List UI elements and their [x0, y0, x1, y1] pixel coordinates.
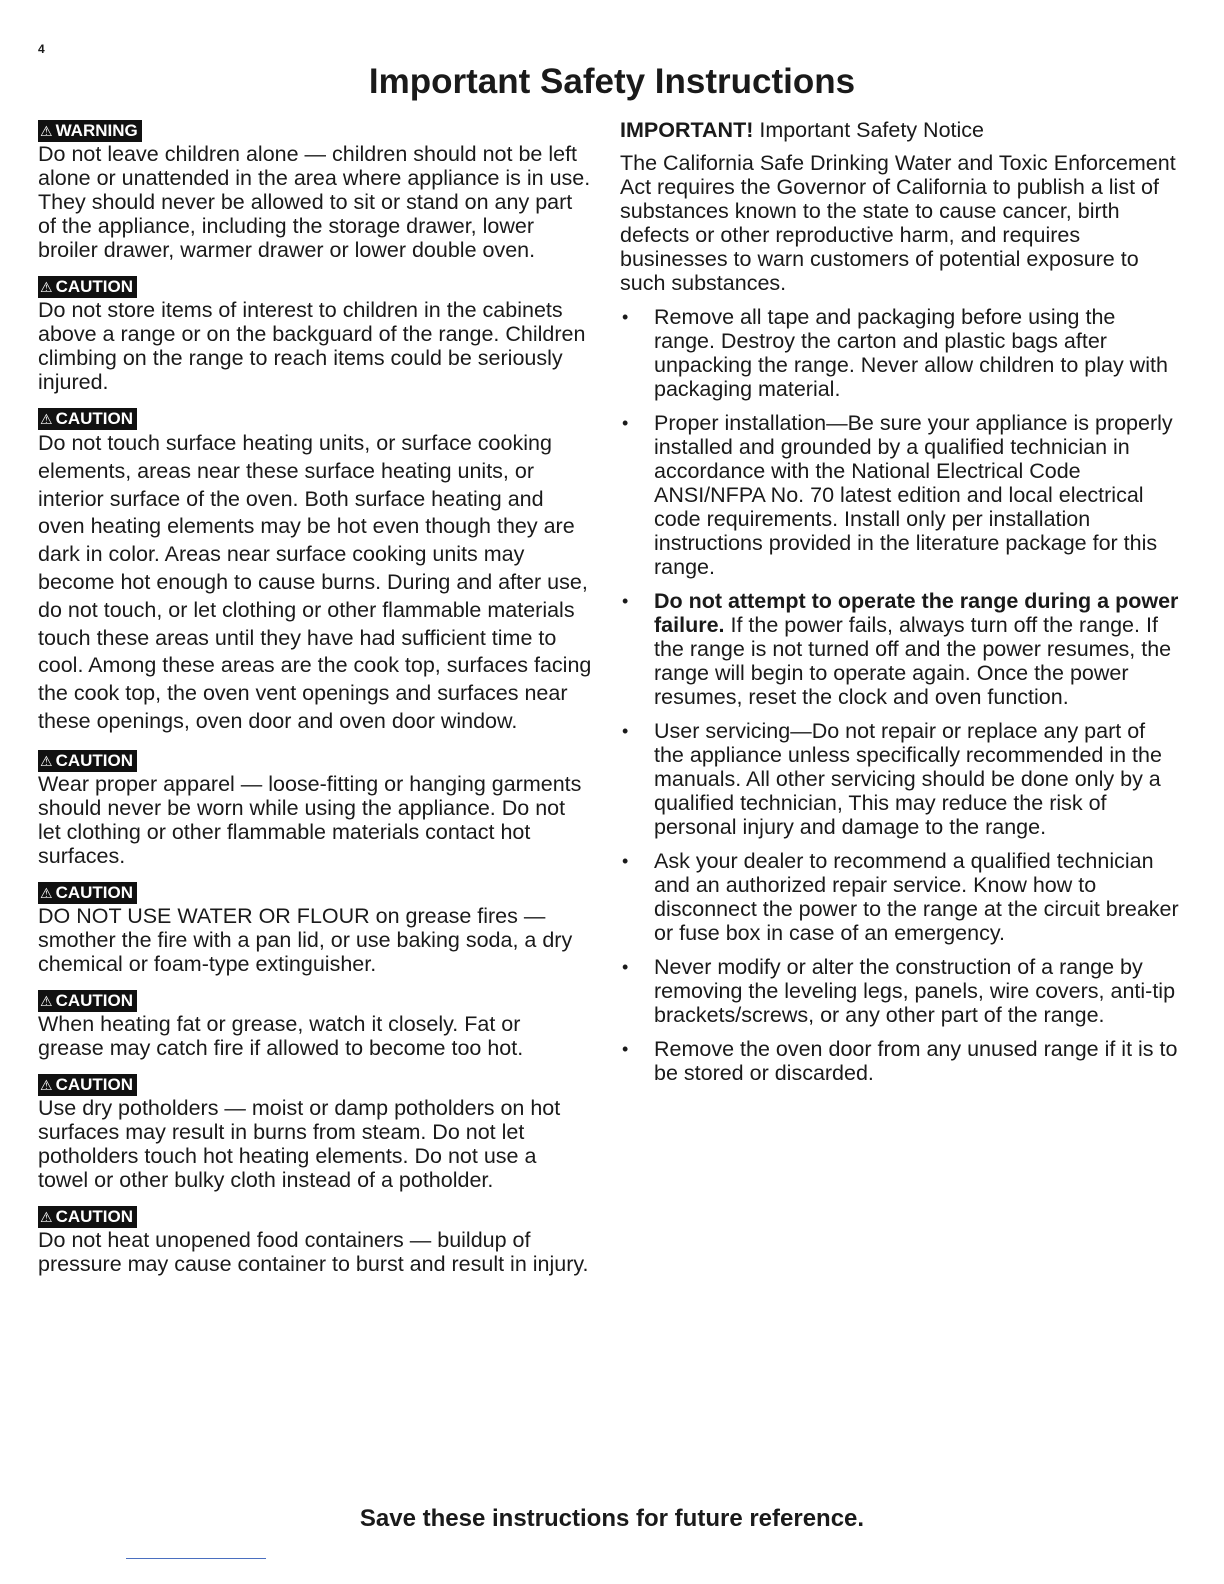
badge-label: CAUTION [55, 1206, 134, 1226]
safety-bullet-list [620, 305, 1180, 1085]
caution-badge [38, 408, 137, 430]
caution-notice [38, 882, 592, 976]
notice-text: Wear proper apparel — loose-fitting or hanging garments should never be worn while using the appliance. Do not let clothing or other flammable materials contact hot surfaces. [38, 771, 582, 868]
page-title: Important Safety Instructions [368, 62, 856, 101]
bullet-icon: • [622, 413, 629, 433]
caution-badge [38, 1206, 137, 1228]
caution-badge [38, 276, 137, 298]
notice-text: Do not leave children alone — children should not be left alone or unattended in the area where appliance is in use. They should never be allowed to sit or stand on any part of the appliance, including the storage drawer, lower broiler drawer, warmer drawer or lower double oven. [38, 142, 591, 262]
warning-triangle-icon: ⚠ [40, 884, 53, 901]
important-subtitle: Important Safety Notice [759, 118, 985, 142]
bullet-icon: • [622, 721, 629, 741]
bullet-icon: • [622, 957, 629, 977]
bullet-text: Remove the oven door from any unused range if it is to be stored or discarded. [654, 1037, 1178, 1085]
badge-label: CAUTION [55, 750, 134, 770]
warning-triangle-icon: ⚠ [40, 992, 53, 1009]
warning-triangle-icon: ⚠ [40, 1208, 53, 1225]
warning-triangle-icon: ⚠ [40, 123, 53, 139]
caution-badge [38, 990, 137, 1012]
caution-notice [38, 408, 592, 736]
bullet-icon: • [622, 307, 629, 327]
badge-label: CAUTION [55, 882, 134, 902]
notice-text: When heating fat or grease, watch it closely. Fat or grease may catch fire if allowed to become too hot. [38, 1011, 524, 1060]
caution-notice [38, 990, 592, 1060]
bullet-text: User servicing—Do not repair or replace any part of the appliance unless specifically recommended in the manuals. All other servicing should be done only by a qualified technician, This may reduce the risk of personal injury and damage to the range. [654, 719, 1162, 839]
badge-label: WARNING [55, 121, 138, 140]
notice-text: Do not touch surface heating units, or surface cooking elements, areas near these surface heating units, or interior surface of the oven. Both surface heating and oven heating elements may be hot even though they are dark in color. Areas near surface cooking units may become hot enough to cause burns. During and after use, do not touch, or let clothing or other flammable materials touch these areas until they have had sufficient time to cool. Among these areas are the cook top, surfaces facing the cook top, the oven vent openings and surfaces near these openings, oven door and oven door window. [38, 431, 592, 733]
caution-notice [38, 1074, 592, 1192]
warning-triangle-icon: ⚠ [40, 1076, 53, 1093]
list-item [620, 305, 1180, 401]
left-column [38, 120, 592, 1290]
notice-text: Do not store items of interest to children in the cabinets above a range or on the backguard of the range. Children climbing on the range to reach items could be seriously injured. [38, 298, 586, 394]
badge-label: CAUTION [55, 1074, 134, 1094]
list-item [620, 1037, 1180, 1085]
bullet-icon: • [622, 591, 629, 611]
list-item [620, 719, 1180, 839]
list-item [620, 411, 1180, 579]
caution-badge [38, 882, 137, 904]
bullet-text: Remove all tape and packaging before using the range. Destroy the carton and plastic bags after unpacking the range. Never allow children to play with packaging material. [654, 305, 1168, 401]
prop65-intro: The California Safe Drinking Water and Toxic Enforcement Act requires the Governor of California to publish a list of substances known to the state to cause cancer, birth defects or other reproductive harm, and requires businesses to warn customers of potential exposure to such substances. [620, 151, 1176, 295]
list-item [620, 955, 1180, 1027]
notice-text: DO NOT USE WATER OR FLOUR on grease fires — smother the fire with a pan lid, or use baking soda, a dry chemical or foam-type extinguisher. [38, 903, 573, 976]
page-number: 4 [38, 42, 45, 56]
warning-notice [38, 120, 592, 262]
footer-divider [126, 1558, 266, 1559]
warning-triangle-icon: ⚠ [40, 752, 53, 769]
right-column [620, 118, 1180, 1095]
important-heading [620, 118, 1180, 142]
notice-text: Do not heat unopened food containers — buildup of pressure may cause container to burst and result in injury. [38, 1227, 589, 1276]
warning-badge [38, 120, 142, 142]
badge-label: CAUTION [55, 409, 134, 428]
bullet-icon: • [622, 1039, 629, 1059]
caution-badge [38, 750, 137, 772]
bullet-text: Never modify or alter the construction of a range by removing the leveling legs, panels, wire covers, anti-tip brackets/screws, or any other part of the range. [654, 955, 1176, 1027]
warning-triangle-icon: ⚠ [40, 411, 53, 427]
list-item [620, 589, 1180, 709]
footer-note: Save these instructions for future reference. [359, 1505, 865, 1532]
bullet-text: Ask your dealer to recommend a qualified technician and an authorized repair service. Know how to disconnect the power to the range at the circuit breaker or fuse box in case of an emergency. [654, 849, 1179, 945]
caution-badge [38, 1074, 137, 1096]
bullet-text: If the power fails, always turn off the range. If the range is not turned off and the power resumes, the range will begin to operate again. Once the power resumes, reset the clock and oven function. [654, 613, 1172, 709]
bullet-icon: • [622, 851, 629, 871]
caution-notice [38, 276, 592, 394]
bullet-text: Proper installation—Be sure your appliance is properly installed and grounded by a qualified technician in accordance with the National Electrical Code ANSI/NFPA No. 70 latest edition and local electrical code requirements. Install only per installation instructions provided in the literature package for this range. [654, 411, 1173, 579]
badge-label: CAUTION [55, 277, 134, 296]
bullet-bold-text: Do not attempt to operate the range during a power failure. [654, 589, 1179, 637]
notice-text: Use dry potholders — moist or damp potholders on hot surfaces may result in burns from steam. Do not let potholders touch hot heating elements. Do not use a towel or other bulky cloth instead of a potholder. [38, 1095, 561, 1192]
important-label: IMPORTANT! [620, 118, 754, 142]
badge-label: CAUTION [55, 990, 134, 1010]
warning-triangle-icon: ⚠ [40, 279, 53, 295]
caution-notice [38, 750, 592, 868]
caution-notice [38, 1206, 592, 1276]
list-item [620, 849, 1180, 945]
